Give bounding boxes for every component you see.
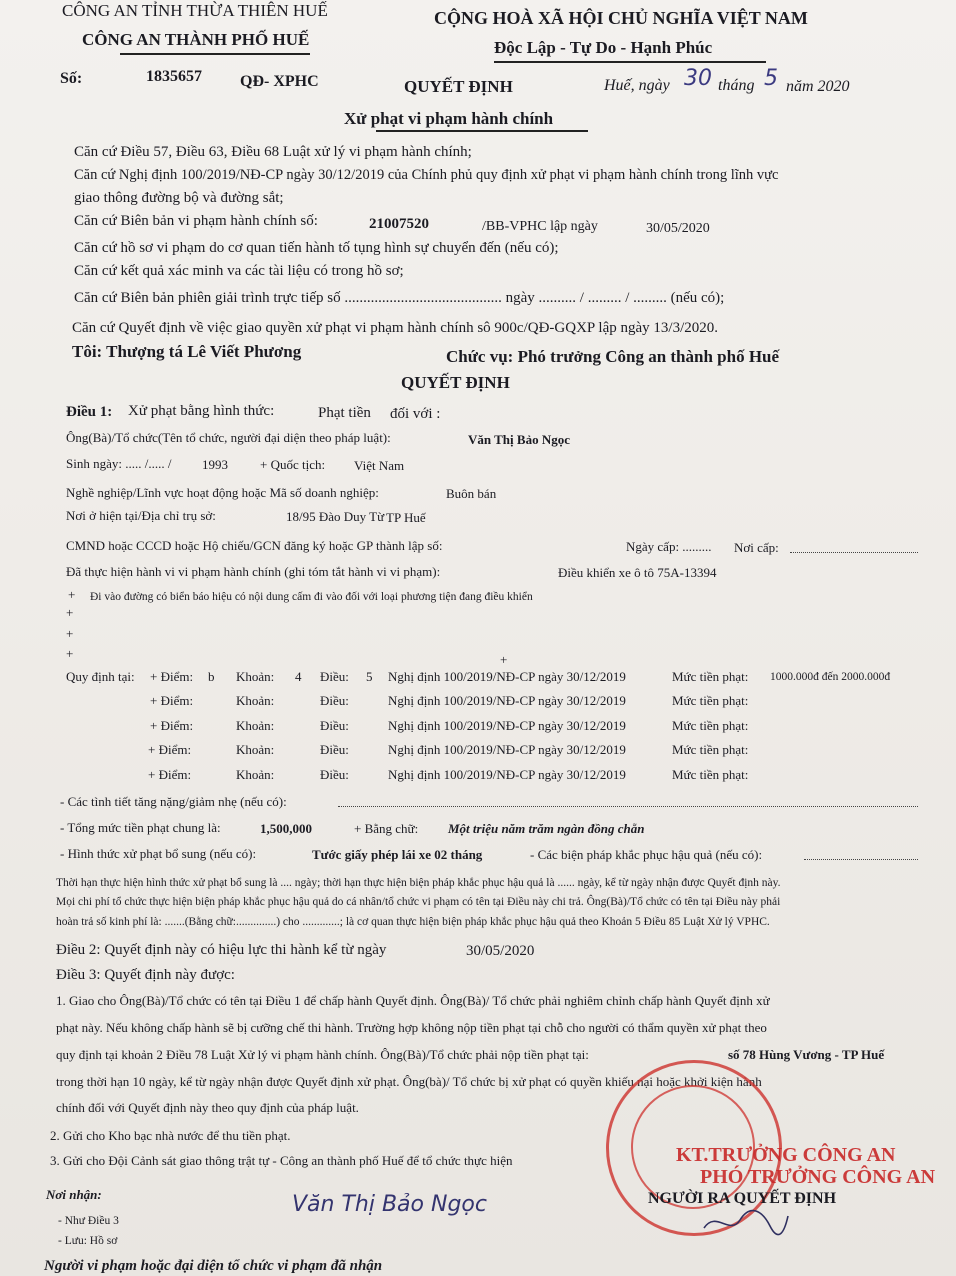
address-city: TP Huế	[386, 510, 426, 525]
regulation-fine-label: Mức tiền phạt:	[672, 669, 749, 684]
regulation-fine-label: Mức tiền phạt:	[672, 742, 749, 757]
number-label: Số:	[60, 70, 83, 87]
recipient-2: - Lưu: Hồ sơ	[58, 1235, 118, 1247]
regulation-decree: Nghị định 100/2019/NĐ-CP ngày 30/12/2019	[388, 767, 626, 782]
basis-7: Căn cứ Quyết định về việc giao quyền xử phạt vi phạm hành chính sô 900c/QĐ-GQXP lập ngày 13/3/2020.	[72, 320, 719, 336]
regulation-fine-label: Mức tiền phạt:	[672, 767, 749, 782]
title-main: QUYẾT ĐỊNH	[404, 77, 513, 96]
regulation-label: Quy định tại:	[66, 669, 135, 684]
regulation-article-value: 5	[366, 669, 373, 684]
regulation-article-label: Điều:	[320, 669, 349, 684]
country-name: CỘNG HOÀ XÃ HỘI CHỦ NGHĨA VIỆT NAM	[434, 8, 808, 28]
regulation-clause-label: Khoản:	[236, 718, 275, 733]
remedy-dots	[804, 859, 918, 860]
bullet-plus: +	[66, 605, 74, 620]
date-month: 5	[764, 66, 778, 91]
regulation-decree: Nghị định 100/2019/NĐ-CP ngày 30/12/2019	[388, 669, 626, 684]
basis-2a: Căn cứ Nghị định 100/2019/NĐ-CP ngày 30/12/2019 của Chính phủ quy định xử phạt vi phạm hành chính trong lĩnh vực	[74, 167, 779, 183]
extra-label: - Hình thức xử phạt bổ sung (nếu có):	[60, 846, 257, 861]
violation-label: Đã thực hiện hành vi vi phạm hành chính (ghi tóm tắt hành vi vi phạm):	[66, 564, 441, 579]
regulation-article-label: Điều:	[320, 767, 349, 782]
article1-toward: đối với :	[390, 406, 441, 422]
article3-p1-l4: trong thời hạn 10 ngày, kể từ ngày nhận được Quyết định xử phạt. Ông(bà)/ Tổ chức bị xử phạt có quyền khiếu nại hoặc khởi kiện hành	[56, 1074, 762, 1089]
total-label: - Tổng mức tiền phạt chung là:	[60, 820, 221, 835]
remedy-label: - Các biện pháp khắc phục hậu quả (nếu có):	[530, 847, 763, 862]
circumstances-label: - Các tình tiết tăng nặng/giảm nhẹ (nếu có):	[60, 794, 287, 809]
recipients-label: Nơi nhận:	[46, 1187, 102, 1202]
vehicle: Điều khiển xe ô tô 75A-13394	[558, 565, 717, 580]
month-label: tháng	[718, 77, 755, 94]
date-day: 30	[684, 66, 712, 91]
record-number: 21007520	[369, 216, 429, 232]
violation-text: Đi vào đường có biển báo hiệu có nội dung cấm đi vào đối với loại phương tiện đang điều khiển	[90, 591, 533, 603]
issue-date-label: Ngày cấp: .........	[626, 539, 712, 554]
article2-date: 30/05/2020	[466, 943, 535, 959]
regulation-clause-label: Khoản:	[236, 742, 275, 757]
agency-underline	[120, 53, 310, 55]
article1-label: Điều 1:	[66, 404, 113, 420]
agency-parent: CÔNG AN TỈNH THỪA THIÊN HUẾ	[62, 1, 328, 20]
issue-place-dots	[790, 552, 918, 553]
violation-plus: +	[68, 587, 76, 602]
person-name: Văn Thị Bảo Ngọc	[468, 432, 570, 447]
basis-3-suffix: /BB-VPHC lập ngày	[482, 219, 598, 234]
title-sub: Xử phạt vi phạm hành chính	[344, 109, 554, 128]
article3-p1-l3: quy định tại khoản 2 Điều 78 Luật Xử lý vi phạm hành chính. Ông(Bà)/Tổ chức phải nộp tiền phạt tại:	[56, 1047, 589, 1062]
article3-p1-l1: 1. Giao cho Ông(Bà)/Tổ chức có tên tại Điều 1 để chấp hành Quyết định. Ông(Bà)/ Tổ chức phải nghiêm chỉnh chấp hành Quyết định xử	[56, 993, 770, 1008]
dob-year: 1993	[202, 457, 228, 472]
decider-label: NGƯỜI RA QUYẾT ĐỊNH	[648, 1190, 837, 1207]
stamp-line-2: PHÓ TRƯỞNG CÔNG AN	[700, 1166, 936, 1188]
place-prefix: Huế, ngày	[604, 77, 670, 94]
agency-name: CÔNG AN THÀNH PHỐ HUẾ	[82, 30, 310, 49]
basis-2b: giao thông đường bộ và đường sắt;	[74, 190, 284, 206]
bullet-plus: +	[500, 652, 508, 667]
regulation-article-label: Điều:	[320, 718, 349, 733]
basis-3-label: Căn cứ Biên bản vi phạm hành chính số:	[74, 213, 318, 229]
nationality-label: + Quốc tịch:	[260, 457, 326, 472]
fine-print-1: Thời hạn thực hiện hình thức xử phạt bổ sung là .... ngày; thời hạn thực hiện biện pháp khắc phục hậu quả là ...... ngày, kể từ ngày nhận được Quyết định này.	[56, 877, 781, 889]
article2-text: Điều 2: Quyết định này có hiệu lực thi hành kể từ ngày	[56, 942, 387, 958]
regulation-point-value: b	[208, 669, 215, 684]
official-name: Tôi: Thượng tá Lê Viết Phương	[72, 342, 302, 361]
regulation-fine-label: Mức tiền phạt:	[672, 718, 749, 733]
article3-p1-l5: chính đối với Quyết định này theo quy định của pháp luật.	[56, 1100, 359, 1115]
regulation-point-label: + Điểm:	[148, 767, 192, 782]
number-suffix: QĐ- XPHC	[240, 73, 319, 90]
official-signature	[700, 1206, 790, 1240]
regulation-article-label: Điều:	[320, 742, 349, 757]
basis-5: Căn cứ kết quả xác minh va các tài liệu có trong hồ sơ;	[74, 263, 404, 279]
address-value: 18/95 Đào Duy Từ	[286, 509, 385, 524]
regulation-article-label: Điều:	[320, 693, 349, 708]
regulation-point-label: + Điểm:	[150, 718, 194, 733]
basis-6: Căn cứ Biên bản phiên giải trình trực tiếp số .......................................... ngày .......... / ......... / ......... (nếu có);	[74, 290, 725, 306]
regulation-point-label: + Điểm:	[150, 693, 194, 708]
nationality-value: Việt Nam	[354, 458, 405, 473]
record-date: 30/05/2020	[646, 221, 710, 236]
article3-p1-l2: phạt này. Nếu không chấp hành sẽ bị cưỡng chế thi hành. Trường hợp không nộp tiền phạt tại chỗ cho người có thẩm quyền xử phạt theo	[56, 1020, 767, 1035]
stamp-line-1: KT.TRƯỞNG CÔNG AN	[676, 1144, 896, 1166]
article1-form-value: Phạt tiền	[318, 405, 371, 421]
in-words-value: Một triệu năm trăm ngàn đồng chẵn	[448, 821, 645, 836]
decision-heading: QUYẾT ĐỊNH	[401, 373, 510, 392]
decision-number: 1835657	[146, 68, 202, 85]
regulation-clause-label: Khoản:	[236, 693, 275, 708]
job-label: Nghề nghiệp/Lĩnh vực hoạt động hoặc Mã số doanh nghiệp:	[66, 485, 379, 500]
regulation-decree: Nghị định 100/2019/NĐ-CP ngày 30/12/2019	[388, 742, 626, 757]
title-underline	[376, 130, 588, 132]
regulation-clause-value: 4	[295, 669, 302, 684]
violator-received-label: Người vi phạm hoặc đại diện tổ chức vi phạm đã nhận	[44, 1258, 383, 1274]
regulation-point-label: + Điểm:	[148, 742, 192, 757]
issue-place-label: Nơi cấp:	[734, 540, 779, 555]
basis-1: Căn cứ Điều 57, Điều 63, Điều 68 Luật xử lý vi phạm hành chính;	[74, 144, 472, 160]
regulation-clause-label: Khoản:	[236, 767, 275, 782]
dob-label: Sinh ngày: ..... /..... /	[66, 456, 172, 471]
fine-print-2: Mọi chi phí tổ chức thực hiện biện pháp khắc phục hậu quả do cá nhân/tổ chức vi phạm có tên tại Điều này chi trả. Ông(Bà)/Tổ chức có tên tại Điều này phải	[56, 896, 781, 908]
regulation-point-label: + Điểm:	[150, 669, 194, 684]
extra-value: Tước giấy phép lái xe 02 tháng	[312, 847, 483, 862]
article1-form-text: Xử phạt bằng hình thức:	[128, 403, 275, 419]
id-label: CMND hoặc CCCD hoặc Hộ chiếu/GCN đăng ký hoặc GP thành lập số:	[66, 538, 443, 553]
motto: Độc Lập - Tự Do - Hạnh Phúc	[494, 38, 713, 57]
basis-4: Căn cứ hồ sơ vi phạm do cơ quan tiến hành tố tụng hình sự chuyển đến (nếu có);	[74, 240, 559, 256]
regulation-clause-label: Khoản:	[236, 669, 275, 684]
motto-underline	[494, 61, 766, 63]
address-label: Nơi ở hiện tại/Địa chỉ trụ sở:	[66, 508, 216, 523]
person-label: Ông(Bà)/Tổ chức(Tên tổ chức, người đại diện theo pháp luật):	[66, 430, 391, 445]
year-text: năm 2020	[786, 78, 850, 95]
bullet-plus: +	[66, 646, 74, 661]
bullet-plus: +	[66, 626, 74, 641]
regulation-fine-value: 1000.000đ đến 2000.000đ	[770, 671, 891, 683]
total-amount: 1,500,000	[260, 821, 312, 836]
violator-signature: Văn Thị Bảo Ngọc	[292, 1192, 487, 1217]
regulation-fine-label: Mức tiền phạt:	[672, 693, 749, 708]
fine-print-3: hoàn trả số kinh phí là: .......(Bằng chữ:..............) cho .............; là cơ quan thực hiện biện pháp khắc phục hậu quả theo Khoản 5 Điều 85 Luật Xử lý VPHC.	[56, 916, 770, 928]
regulation-decree: Nghị định 100/2019/NĐ-CP ngày 30/12/2019	[388, 693, 626, 708]
regulation-decree: Nghị định 100/2019/NĐ-CP ngày 30/12/2019	[388, 718, 626, 733]
recipient-1: - Như Điều 3	[58, 1215, 119, 1227]
pay-place: số 78 Hùng Vương - TP Huế	[728, 1047, 885, 1062]
circumstances-dots	[338, 806, 918, 807]
article3-title: Điều 3: Quyết định này được:	[56, 967, 235, 983]
article3-p3: 3. Gửi cho Đội Cảnh sát giao thông trật tự - Công an thành phố Huế để tổ chức thực hiện	[50, 1153, 513, 1168]
in-words-label: + Bằng chữ:	[354, 821, 419, 836]
job-value: Buôn bán	[446, 486, 497, 501]
official-position: Chức vụ: Phó trưởng Công an thành phố Huế	[446, 347, 780, 366]
article3-p2: 2. Gửi cho Kho bạc nhà nước để thu tiền phạt.	[50, 1128, 291, 1143]
